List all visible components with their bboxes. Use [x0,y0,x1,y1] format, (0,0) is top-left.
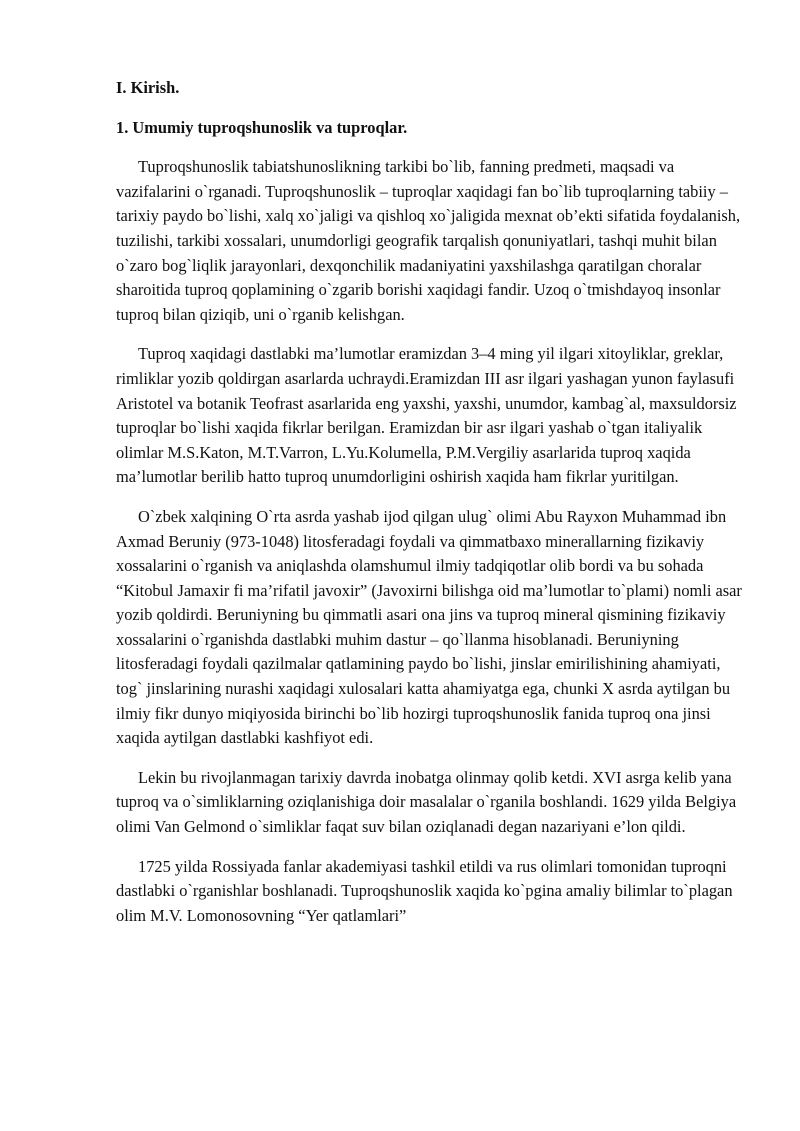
subsection-heading: 1. Umumiy tuproqshunoslik va tuproqlar. [116,117,408,137]
paragraph-4: Lekin bu rivojlanmagan tarixiy davrda inobatga olinmay qolib ketdi. XVI asrga kelib yana tuproq va o`simliklarning oziqlanishiga doir masalalar o`rganila boshlandi. 1629 yilda Belgiya olimi Van Gelmond o`simliklar faqat suv bilan oziqlanadi degan nazariyani e’lon qildi. [116,767,737,837]
paragraph-1: Tuproqshunoslik tabiatshunoslikning tarkibi bo`lib, fanning predmeti, maqsadi va vazifalarini o`rganadi. Tuproqshunoslik – tuproqlar xaqidagi fan bo`lib tuproqlarning tabiiy – tarixiy paydo bo`lishi, xalq xo`jaligi va qishloq xo`jaligida mexnat ob’ekti sifatida foydalanish, tuzilishi, tarkibi xossalari, unumdorligi geografik tarqalish qonuniyatlari, tashqi muhit bilan o`zaro bog`liqlik jarayonlari, dexqonchilik madaniyatini yaxshilashga qaratilgan choralar sharoitida tuproq qoplamining o`zgarib borishi xaqidagi fandir. Uzoq o`tmishdayoq insonlar tuproq bilan qiziqib, uni o`rganib kelishgan. [116,157,741,324]
paragraph-3: O`zbek xalqining O`rta asrda yashab ijod qilgan ulug` olimi Abu Rayxon Muhammad ibn Axmad Beruniy (973-1048) litosferadagi foydali va qimmatbaxo minerallarning fizikaviy xossalarini o`rganish va aniqlashda olamshumul ilmiy tadqiqotlar olib bordi va bu sohada “Kitobul Jamaxir fi ma’rifatil javoxir” (Javoxirni bilishga oid ma’lumotlar to`plami) nomli asar yozib qoldirdi. Beruniyning bu qimmatli asari ona jins va tuproq mineral qismining fizikaviy xossalarini o`rganishda dastlabki muhim dastur – qo`llanma hisoblanadi. Beruniyning litosferadagi foydali qazilmalar qatlamining paydo bo`lishi, jinslar emirilishining ahamiyati, tog` jinslarining nurashi xaqidagi xulosalari katta ahamiyatga ega, chunki X asrda aytilgan bu ilmiy fikr dunyo miqiyosida birinchi bo`lib hozirgi tuproqshunoslik fanida tuproq ona jinsi xaqida aytilgan dastlabki kashfiyot edi. [116,506,742,748]
paragraph-5: 1725 yilda Rossiyada fanlar akademiyasi tashkil etildi va rus olimlari tomonidan tuproqni dastlabki o`rganishlar boshlanadi. Tuproqshunoslik xaqida ko`pgina amaliy bilimlar to`plagan olim M.V. Lomonosovning “Yer qatlamlari” [116,856,733,925]
section-heading: I. Kirish. [116,78,180,97]
paragraph-2: Tuproq xaqidagi dastlabki ma’lumotlar eramizdan 3–4 ming yil ilgari xitoyliklar, greklar, rimliklar yozib qoldirgan asarlarda uchraydi.Eramizdan III asr ilgari yashagan yunon faylasufi Aristotel va botanik Teofrast asarlarida eng yaxshi, yaxshi, unumdor, kambag`al, maxsuldorsiz tuproqlar bo`lishi xaqida fikrlar berilgan. Eramizdan bir asr ilgari yashab o`tgan italiyalik olimlar M.S.Katon, M.T.Varron, L.Yu.Kolumella, P.M.Vergiliy asarlarida tuproq xaqida ma’lumotlar berilib hatto tuproq unumdorligini oshirish xaqida ham fikrlar yuritilgan. [116,344,737,487]
document-page [116,76,744,943]
